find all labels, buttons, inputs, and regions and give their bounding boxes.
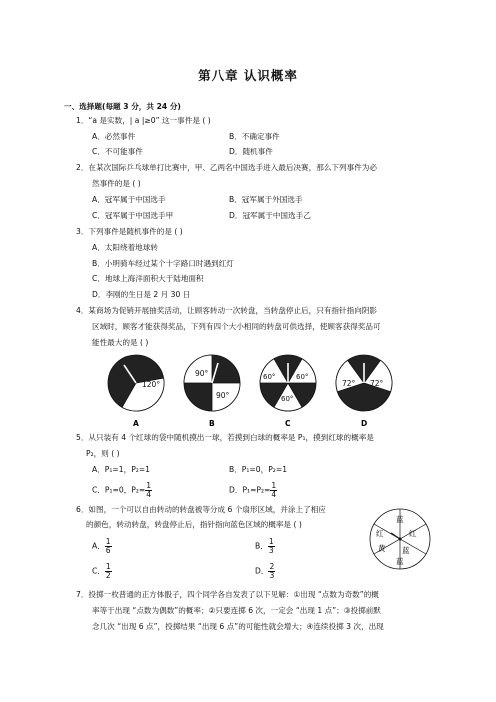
angle-label-a: 120° (142, 380, 161, 389)
q2-stem-cont: 然事件的是 ( ) (92, 179, 141, 188)
fraction: $\frac{1}{4}$ (146, 481, 152, 499)
sector-label: 蓝 (396, 515, 404, 524)
q5-option-b: B．P₁=0，P₂=1 (229, 465, 288, 474)
q2-option-b: B．冠军属于外国选手 (229, 195, 303, 204)
q7-stem: 7．投掷一枚普通的正方体骰子，四个同学各自发表了以下见解：①出现 “点数为奇数”的概 (76, 590, 379, 599)
section-heading: 一、选择题(每题 3 分，共 24 分) (64, 102, 181, 111)
q6-option-c: C． $\frac{1}{2}$ (92, 562, 111, 580)
chapter-title: 第八章 认识概率 (198, 68, 298, 83)
q6-option-b: B． $\frac{1}{3}$ (255, 537, 274, 555)
q3-option-d: D．李刚的生日是 2 月 30 日 (92, 290, 191, 299)
q1-stem: 1．“a 是实数，| a |≥0” 这一事件是 ( ) (76, 116, 211, 125)
q5-option-a: A．P₁=1，P₂=1 (92, 465, 151, 474)
spinner-d (336, 355, 392, 411)
q2-stem: 2．在某次国际乒乓球单打比赛中，甲、乙两名中国选手进入最后决赛，那么下列事件为必 (76, 163, 377, 172)
q2-option-c: C．冠军属于中国选手甲 (92, 211, 174, 220)
angle-label-b2: 90° (216, 391, 230, 400)
q2-option-a: A．冠军属于中国选手 (92, 195, 166, 204)
q1-option-c: C．不可能事件 (92, 147, 143, 156)
q6-stem: 6．如图，一个可以自由转动的转盘被等分成 6 个扇形区域，并涂上了相应 (76, 505, 326, 514)
q3-option-a: A．太阳绕着地球转 (92, 243, 158, 252)
spinner-label-d: D (361, 419, 368, 428)
spinner-figures (100, 352, 400, 430)
spinner-label-a: A (133, 419, 139, 428)
fraction: $\frac{1}{4}$ (271, 481, 277, 499)
angle-label-b1: 90° (195, 369, 209, 378)
sector-label: 蓝 (402, 546, 410, 555)
q4-stem: 4．某商场为促销开展抽奖活动，让顾客转动一次转盘，当转盘停止后，只有指针指向阴影 (76, 306, 377, 315)
q5-option-c: C．P₁=0，P₂= $\frac{1}{4}$ (92, 481, 152, 499)
fraction: $\frac{1}{6}$ (105, 537, 111, 555)
q3-stem: 3．下列事件是随机事件的是 ( ) (76, 227, 183, 236)
spinner-c (260, 355, 316, 411)
q1-option-b: B．不确定事件 (229, 132, 280, 141)
q4-stem-cont: 区域时，顾客才能获得奖品，下列有四个大小相同的转盘可供选择，使顾客获得奖品可 (92, 322, 381, 331)
q6-stem-cont: 的颜色，转动转盘，转盘停止后，指针指向蓝色区域的概率是 ( ) (86, 520, 302, 529)
sector-label: 蓝 (396, 557, 404, 566)
q6-option-a: A． $\frac{1}{6}$ (92, 537, 111, 555)
q3-option-c: C．地球上海洋面积大于陆地面积 (92, 274, 204, 283)
fraction: $\frac{1}{3}$ (268, 537, 274, 555)
q2-option-d: D．冠军属于中国选手乙 (229, 211, 311, 220)
spinner-label-c: C (285, 419, 291, 428)
q5-stem-cont: P₂，则 ( ) (86, 449, 120, 458)
sector-label: 红 (409, 529, 417, 538)
q6-option-d: D． $\frac{2}{3}$ (255, 562, 275, 580)
fraction: $\frac{2}{3}$ (269, 562, 275, 580)
q7-stem-cont: 率等于出现 “点数为偶数”的概率；②只要连掷 6 次，一定会 “出现 1 点”；③投掷前默 (92, 606, 381, 615)
angle-label-c3: 60° (281, 395, 294, 403)
color-spinner (368, 507, 432, 571)
spinner-a (108, 355, 164, 411)
q7-stem-cont2: 念几次 “出现 6 点”，投掷结果 “出现 6 点”的可能性就会增大；④连续投掷 3 次，出现 (92, 622, 384, 631)
sector-label: 红 (376, 529, 384, 538)
angle-label-d1: 72° (342, 379, 356, 388)
q1-option-d: D．随机事件 (229, 147, 273, 156)
q5-stem: 5．从只装有 4 个红球的袋中随机摸出一球，若摸到白球的概率是 P₁，摸到红球的概率是 (76, 433, 374, 442)
angle-label-c1: 60° (263, 373, 276, 381)
spinner-b (184, 355, 240, 411)
angle-label-d2: 72° (370, 379, 384, 388)
q4-stem-cont2: 能性最大的是 ( ) (92, 338, 149, 347)
q5-option-d: D．P₁=P₂= $\frac{1}{4}$ (229, 481, 277, 499)
q3-option-b: B．小明骑车经过某个十字路口时遇到红灯 (92, 259, 234, 268)
sector-label: 黄 (378, 544, 386, 553)
q1-option-a: A．必然事件 (92, 132, 136, 141)
fraction: $\frac{1}{2}$ (105, 562, 111, 580)
angle-label-c2: 60° (296, 373, 309, 381)
spinner-label-b: B (209, 419, 215, 428)
